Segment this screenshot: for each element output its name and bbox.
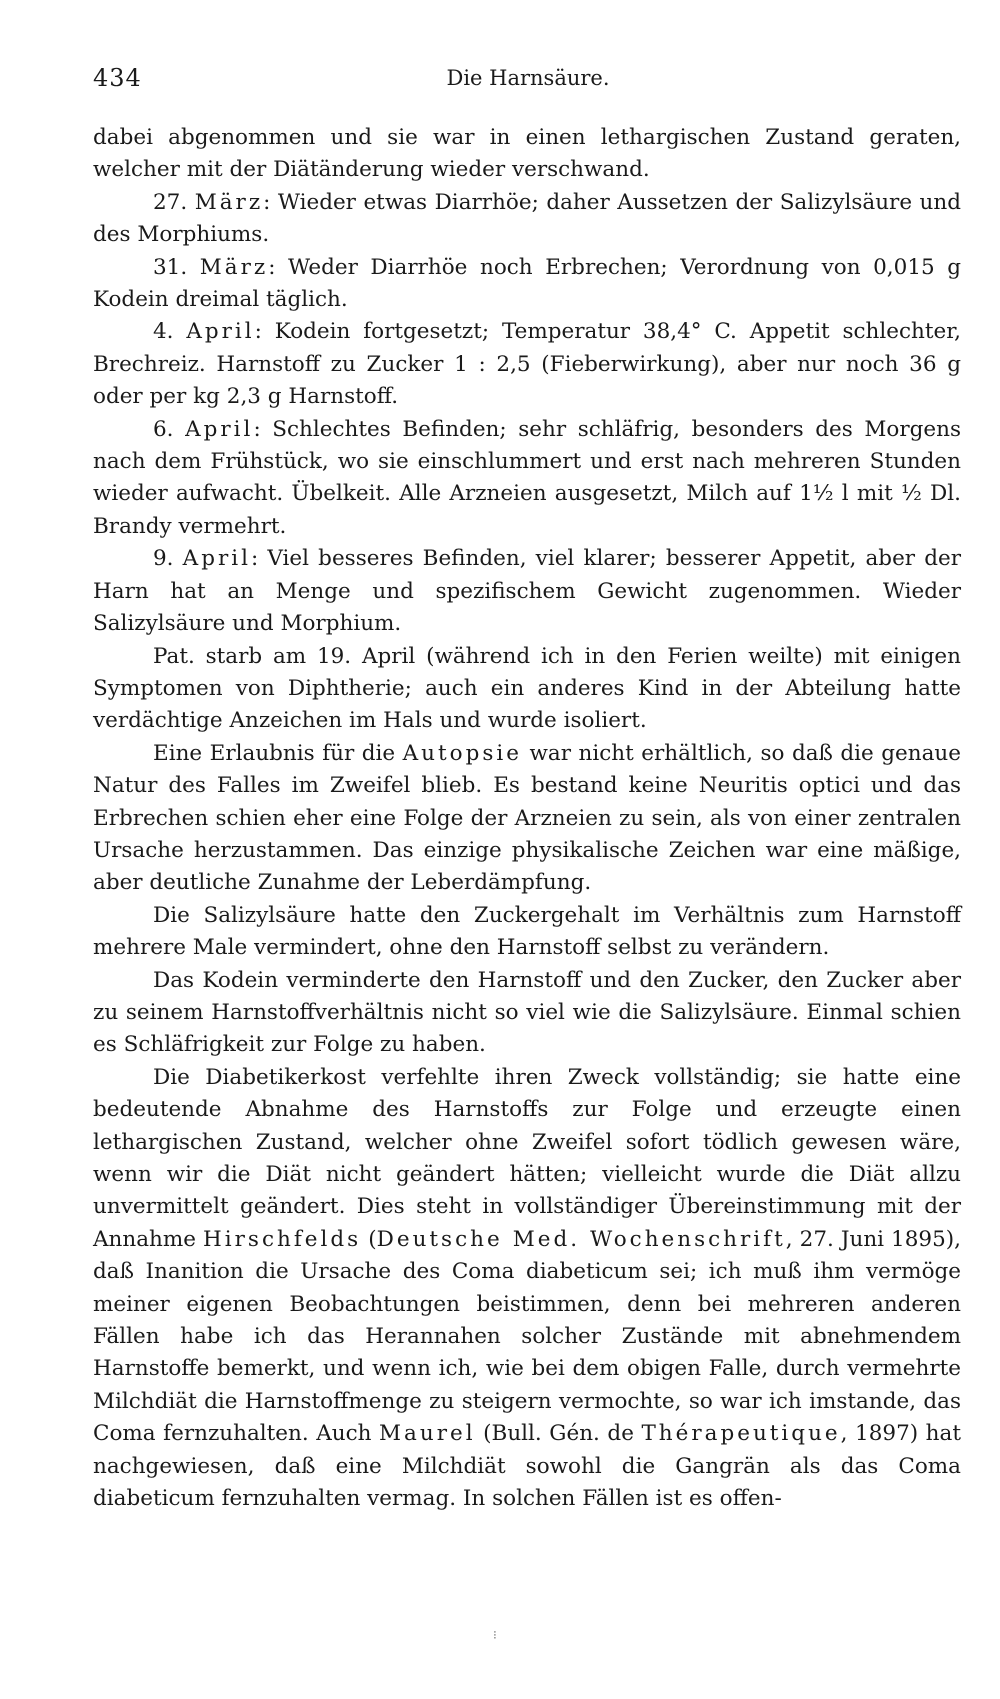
body-text xyxy=(93,122,961,1515)
text-segment: dabei abgenommen und sie war in einen lethargischen Zustand geraten, welcher mit der Diätänderung wieder verschwand. xyxy=(93,125,961,183)
text-segment: Pat. starb am 19. April (während ich in den Ferien weilte) mit einigen Symptomen von Diphtherie; auch ein anderes Kind in der Abteilung hatte verdächtige Anzeichen im Hals und wurde isoliert. xyxy=(93,643,961,734)
paragraph xyxy=(93,252,961,317)
paragraph xyxy=(93,122,961,187)
text-segment: 6. xyxy=(153,416,186,442)
paragraph xyxy=(93,187,961,252)
paragraph xyxy=(93,414,961,544)
text-segment: 9. xyxy=(153,546,183,572)
text-segment: 27. xyxy=(153,189,195,215)
spaced-emphasis: Thérapeutique xyxy=(641,1421,841,1447)
text-segment: Die Salizylsäure hatte den Zuckergehalt im Verhältnis zum Harnstoff mehrere Male vermindert, ohne den Harnstoff selbst zu verändern. xyxy=(93,902,961,961)
page-header xyxy=(93,64,963,96)
text-segment: : Viel besseres Befinden, viel klarer; besserer Appetit, aber der Harn hat an Menge und spezifischem Gewicht zugenommen. Wieder Salizylsäure und Morphium. xyxy=(93,546,961,637)
spaced-emphasis: April xyxy=(182,546,251,572)
paragraph xyxy=(93,1062,961,1516)
text-segment: : Schlechtes Befinden; sehr schläfrig, besonders des Morgens nach dem Frühstück, wo sie einschlummert und erst nach mehreren Stunden wieder aufwacht. Übelkeit. Alle Arzneien ausgesetzt, Milch auf 1½ l mit ½ Dl. Brandy vermehrt. xyxy=(93,416,961,539)
scan-mark: ⁝ xyxy=(493,1628,497,1642)
text-segment: 31. xyxy=(153,254,200,280)
paragraph xyxy=(93,543,961,640)
spaced-emphasis: Deutsche Med. Wochenschrift xyxy=(376,1226,786,1252)
spaced-emphasis: April xyxy=(185,416,254,442)
page-number: 434 xyxy=(93,64,142,92)
paragraph xyxy=(93,900,961,965)
spaced-emphasis: Hirschfelds xyxy=(203,1226,362,1252)
text-segment: 4. xyxy=(153,319,187,345)
spaced-emphasis: April xyxy=(186,319,255,345)
paragraph xyxy=(93,641,961,738)
paragraph xyxy=(93,316,961,413)
text-segment: war nicht erhältlich, so daß die genaue Natur des Falles im Zweifel blieb. Es bestand keine Neuritis optici und das Erbrechen schien eher eine Folge der Arzneien zu sein, als von einer zentralen Ursache herzustammen. Das einzige physikalische Zeichen war eine mäßige, aber deutliche Zunahme der Leberdämpfung. xyxy=(93,740,961,896)
text-segment: ( xyxy=(361,1226,377,1252)
text-segment: : Kodein fortgesetzt; Temperatur 38,4° C. Appetit schlechter, Brechreiz. Harnstoff zu Zucker 1 : 2,5 (Fieberwirkung), aber nur noch 36 g oder per kg 2,3 g Harnstoff. xyxy=(93,319,961,410)
text-segment: , 27. Juni 1895), daß Inanition die Ursache des Coma diabeticum sei; ich muß ihm vermöge meiner eigenen Beobachtungen beistimmen, denn bei mehreren anderen Fällen habe ich das Herannahen solcher Zustände mit abnehmendem Harnstoffe bemerkt, und wenn ich, wie bei dem obigen Falle, durch vermehrte Milchdiät die Harnstoffmenge zu steigern vermochte, so war ich imstande, das Coma fernzuhalten. Auch xyxy=(93,1226,961,1447)
spaced-emphasis: März xyxy=(199,254,269,280)
text-segment: : Weder Diarrhöe noch Erbrechen; Verordnung von 0,015 g Kodein dreimal täglich. xyxy=(93,254,961,313)
spaced-emphasis: Maurel xyxy=(379,1421,476,1447)
spaced-emphasis: März xyxy=(194,189,264,215)
paragraph xyxy=(93,965,961,1062)
running-title: Die Harnsäure. xyxy=(446,66,610,90)
spaced-emphasis: Autopsie xyxy=(402,740,523,766)
text-segment: Das Kodein verminderte den Harnstoff und den Zucker, den Zucker aber zu seinem Harnstoffverhältnis nicht so viel wie die Salizylsäure. Einmal schien es Schläfrigkeit zur Folge zu haben. xyxy=(93,967,961,1058)
text-segment: Die Diabetikerkost verfehlte ihren Zweck vollständig; sie hatte eine bedeutende Abnahme des Harnstoffs zur Folge und erzeugte einen lethargischen Zustand, welcher ohne Zweifel sofort tödlich gewesen wäre, wenn wir die Diät nicht geändert hätten; vielleicht wurde die Diät allzu unvermittelt geändert. Dies steht in vollständiger Übereinstimmung mit der Annahme xyxy=(93,1064,961,1252)
text-segment: , 1897) hat nachgewiesen, daß eine Milchdiät sowohl die Gangrän als das Coma diabeticum fernzuhalten vermag. In solchen Fällen ist es offen- xyxy=(93,1421,961,1512)
text-segment: : Wieder etwas Diarrhöe; daher Aussetzen der Salizylsäure und des Morphiums. xyxy=(93,189,961,248)
text-segment: Eine Erlaubnis für die xyxy=(153,740,403,766)
paragraph xyxy=(93,738,961,900)
text-segment: (Bull. Gén. de xyxy=(475,1421,642,1447)
